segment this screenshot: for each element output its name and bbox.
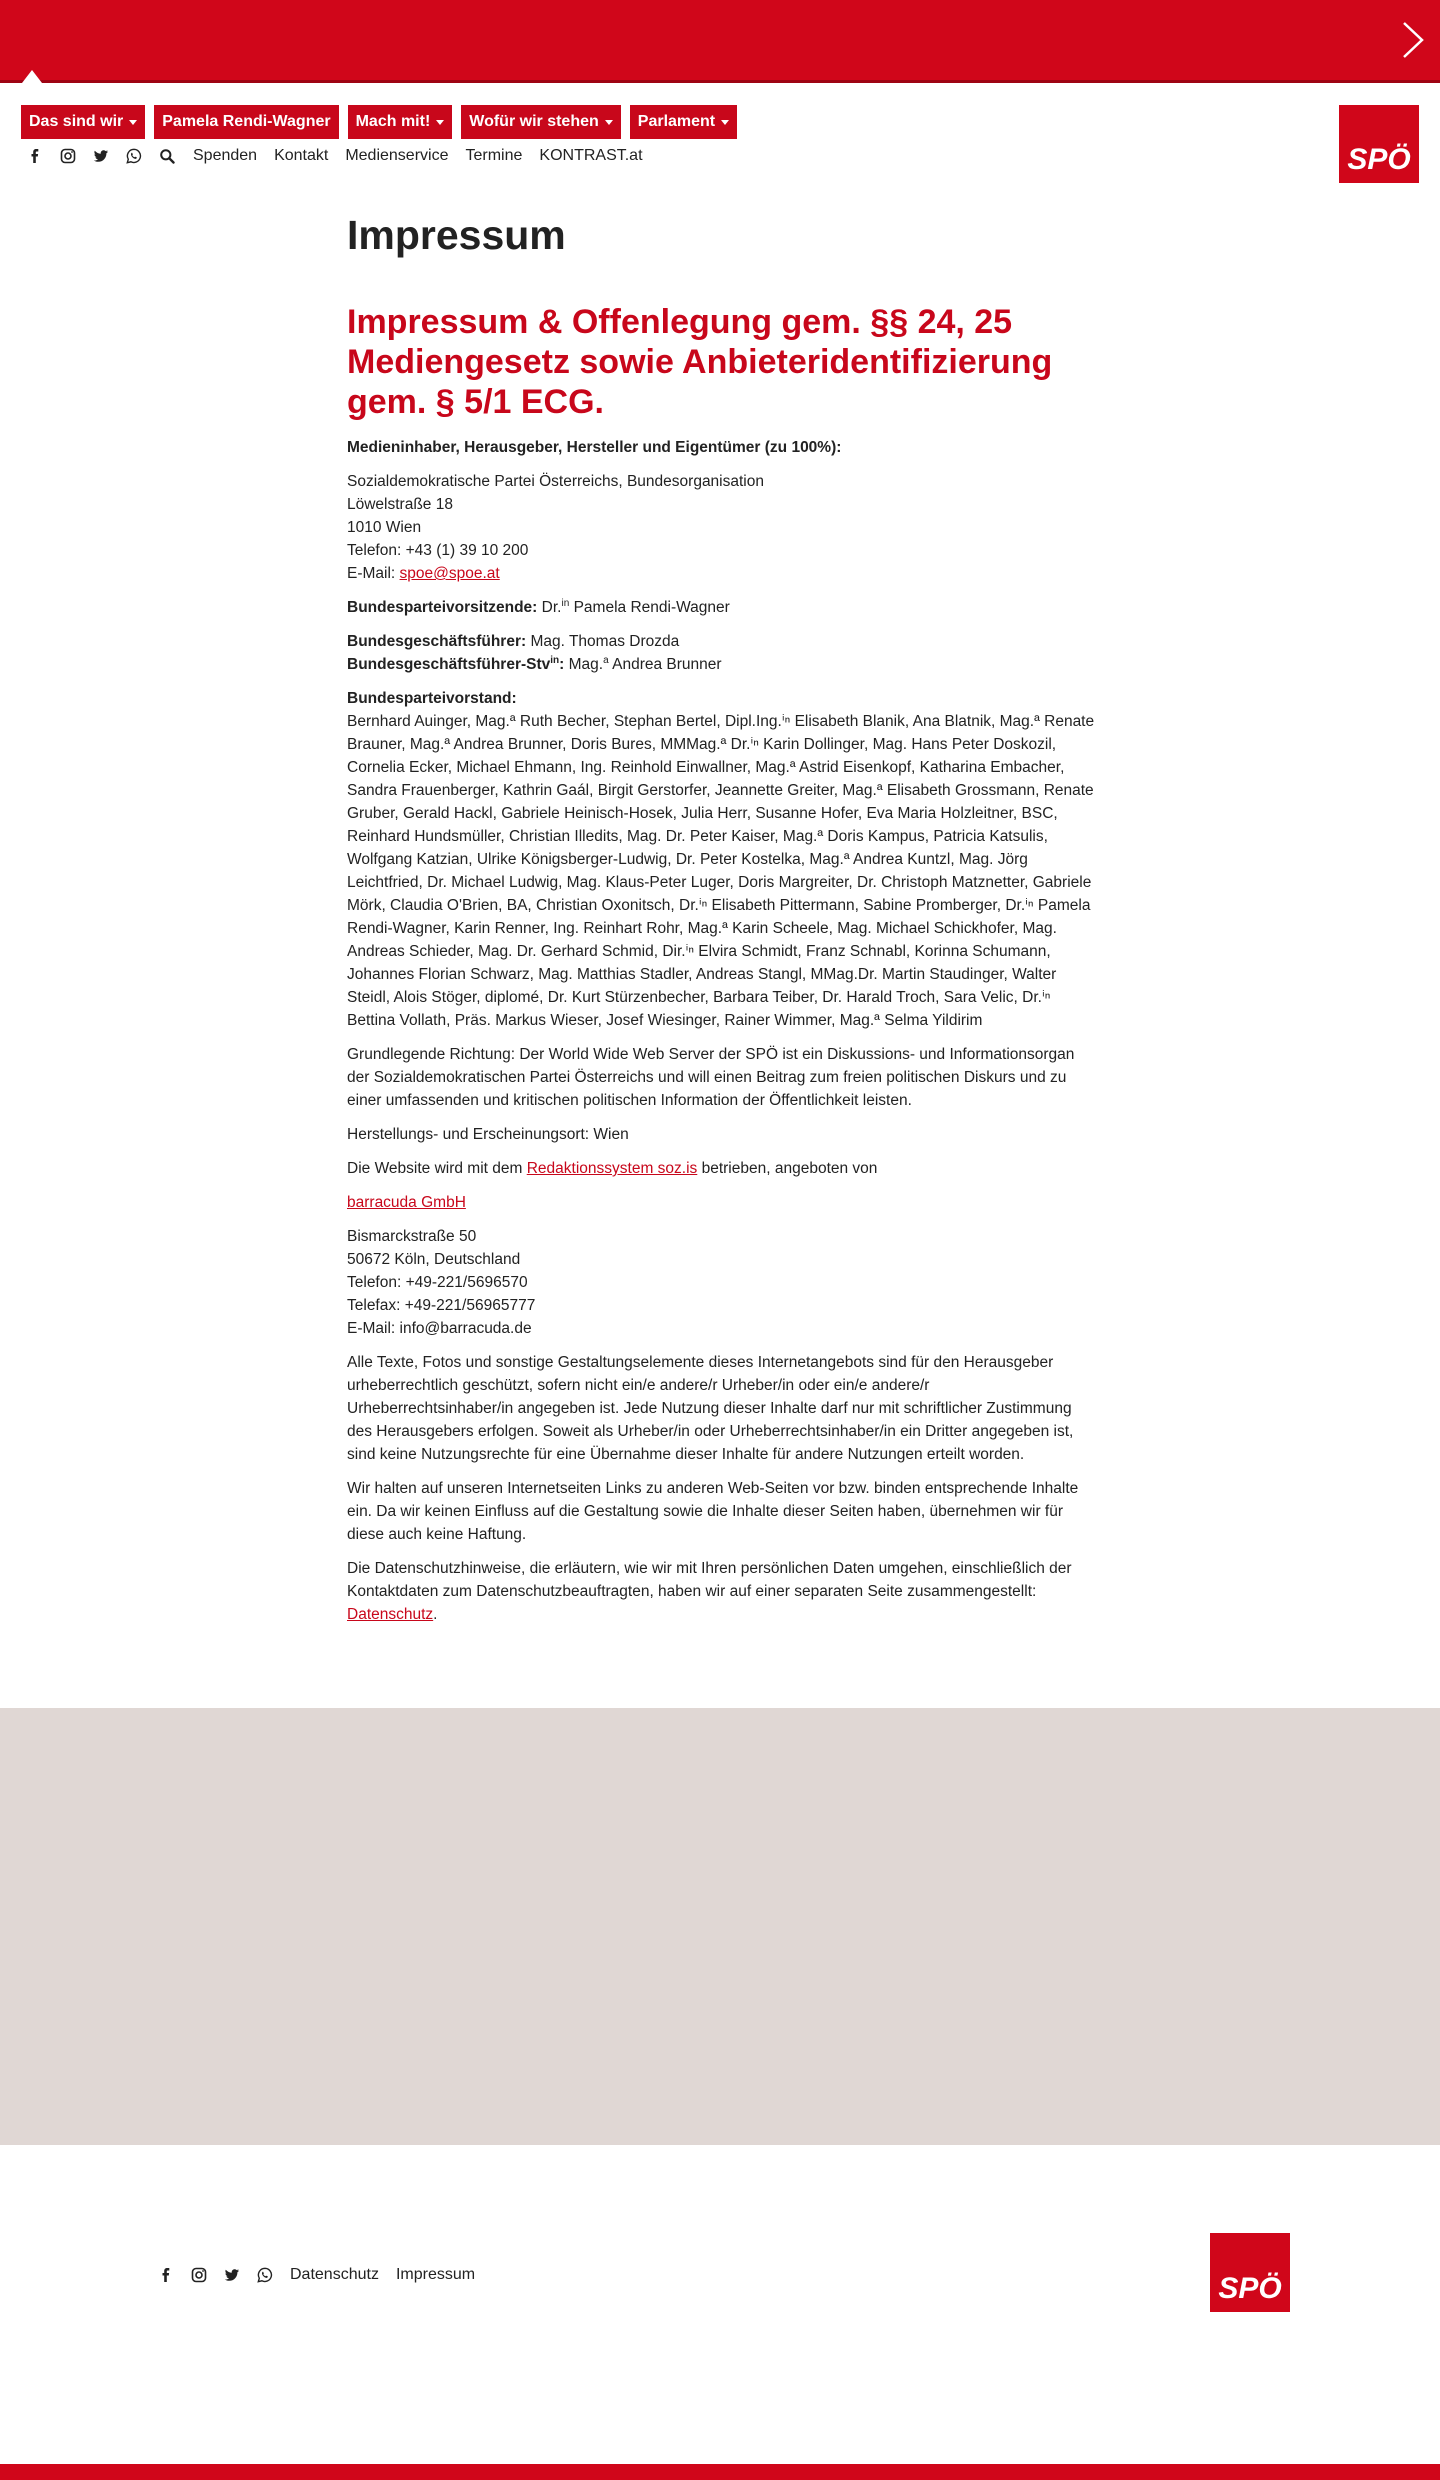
twitter-icon[interactable] [93,148,109,164]
nav-wofuer-wir-stehen[interactable]: Wofür wir stehen [461,105,621,139]
nav-mach-mit[interactable]: Mach mit! [348,105,453,139]
spoe-logo-footer[interactable]: SPÖ [1210,2233,1290,2312]
privacy-link[interactable]: Datenschutz [347,1606,434,1623]
main-content [347,210,1097,1637]
place-text: Herstellungs- und Erscheinungsort: Wien [347,1126,629,1143]
footer-link-impressum[interactable]: Impressum [395,2266,476,2283]
facebook-icon[interactable] [158,2267,174,2283]
top-banner [0,0,1440,83]
cms-line: Die Website wird mit dem Redaktionssystem soz.is betrieben, angeboten von [347,1160,878,1177]
direction-text: Grundlegende Richtung: Der World Wide Web Server der SPÖ ist ein Diskussions- und Informationsorgan der Sozialdemokratischen Partei Österreichs und will einen Beitrag zum freien politischen Diskurs und zu einer umfassenden und kritischen politischen Information der Öffentlichkeit leisten. [347,1046,1075,1109]
active-indicator-notch [22,70,42,83]
privacy-text: Die Datenschutzhinweise, die erläutern, wie wir mit Ihren persönlichen Daten umgehen, einschließlich der Kontaktdaten zum Datenschutzbeauftragten, haben wir auf einer separaten Seite zusammengestellt: Datenschutz. [347,1560,1072,1623]
provider-address: Bismarckstraße 50 50672 Köln, Deutschland Telefon: +49-221/5696570 Telefax: +49-221/56965777 E-Mail: info@barracuda.de [347,1228,536,1337]
footer-social [158,2265,475,2285]
link-kontrast[interactable]: KONTRAST.at [539,147,643,164]
section-title: Impressum & Offenlegung gem. §§ 24, 25 Mediengesetz sowie Anbieteridentifizierung gem. § 5/1 ECG. [347,303,1053,421]
board-block: Bundesparteivorstand: Bernhard Auinger, Mag.ª Ruth Becher, Stephan Bertel, Dipl.Ing.ⁱⁿ Elisabeth Blanik, Ana Blatnik, Mag.ª Renate Brauner, Mag.ª Andrea Brunner, Doris Bures, MMMag.ª Dr.ⁱⁿ Karin Dollinger, Mag. Hans Peter Doskozil, Cornelia Ecker, Michael Ehmann, Ing. Reinhold Einwallner, Mag.ª Astrid Eisenkopf, Katharina Embacher, Sandra Frauenberger, Kathrin Gaál, Birgit Gerstorfer, Jeannette Greiter, Mag.ª Elisabeth Grossmann, Renate Gruber, Gerald Hackl, Gabriele Heinisch-Hosek, Julia Herr, Susanne Hofer, Eva Maria Holzleitner, BSC, Reinhard Hundsmüller, Christian Illedits, Mag. Dr. Peter Kaiser, Mag.ª Doris Kampus, Patricia Katsulis, Wolfgang Katzian, Ulrike Königsberger-Ludwig, Dr. Peter Kostelka, Mag.ª Andrea Kuntzl, Mag. Jörg Leichtfried, Dr. Michael Ludwig, Mag. Klaus-Peter Luger, Doris Margreiter, Dr. Christoph Matznetter, Gabriele Mörk, Claudia O'Brien, BA, Christian Oxonitsch, Dr.ⁱⁿ Elisabeth Pittermann, Sabine Promberger, Dr.ⁱⁿ Pamela Rendi-Wagner, Karin Renner, Ing. Reinhart Rohr, Mag.ª Karin Scheele, Mag. Michael Schickhofer, Mag. Andreas Schieder, Mag. Dr. Gerhard Schmid, Dir.ⁱⁿ Elvira Schmidt, Franz Schnabl, Korinna Schumann, Johannes Florian Schwarz, Mag. Matthias Stadler, Andreas Stangl, MMag.Dr. Martin Staudinger, Walter Steidl, Alois Stöger, diplomé, Dr. Kurt Stürzenbecher, Barbara Teiber, Dr. Harald Troch, Sara Velic, Dr.ⁱⁿ Bettina Vollath, Präs. Markus Wieser, Josef Wiesinger, Rainer Wimmer, Mag.ª Selma Yildirim [347,690,1095,1029]
chevron-right-icon[interactable] [1398,20,1426,60]
links-disclaimer: Wir halten auf unseren Internetseiten Links zu anderen Web-Seiten vor bzw. binden entsprechende Inhalte ein. Da wir keinen Einfluss auf die Gestaltung sowie die Inhalte dieser Seiten haben, übernehmen wir für diese auch keine Haftung. [347,1480,1079,1543]
nav-parlament[interactable]: Parlament [630,105,737,139]
board-members: Bernhard Auinger, Mag.ª Ruth Becher, Stephan Bertel, Dipl.Ing.ⁱⁿ Elisabeth Blanik, Ana Blatnik, Mag.ª Renate Brauner, Mag.ª Andrea Brunner, Doris Bures, MMMag.ª Dr.ⁱⁿ Karin Dollinger, Mag. Hans Peter Doskozil, Cornelia Ecker, Michael Ehmann, Ing. Reinhold Einwallner, Mag.ª Astrid Eisenkopf, Katharina Embacher, Sandra Frauenberger, Kathrin Gaál, Birgit Gerstorfer, Jeannette Greiter, Mag.ª Elisabeth Grossmann, Renate Gruber, Gerald Hackl, Gabriele Heinisch-Hosek, Julia Herr, Susanne Hofer, Eva Maria Holzleitner, BSC, Reinhard Hundsmüller, Christian Illedits, Mag. Dr. Peter Kaiser, Mag.ª Doris Kampus, Patricia Katsulis, Wolfgang Katzian, Ulrike Königsberger-Ludwig, Dr. Peter Kostelka, Mag.ª Andrea Kuntzl, Mag. Jörg Leichtfried, Dr. Michael Ludwig, Mag. Klaus-Peter Luger, Doris Margreiter, Dr. Christoph Matznetter, Gabriele Mörk, Claudia O'Brien, BA, Christian Oxonitsch, Dr.ⁱⁿ Elisabeth Pittermann, Sabine Promberger, Dr.ⁱⁿ Pamela Rendi-Wagner, Karin Renner, Ing. Reinhart Rohr, Mag.ª Karin Scheele, Mag. Michael Schickhofer, Mag. Andreas Schieder, Mag. Dr. Gerhard Schmid, Dir.ⁱⁿ Elvira Schmidt, Franz Schnabl, Korinna Schumann, Johannes Florian Schwarz, Mag. Matthias Stadler, Andreas Stangl, MMag.Dr. Martin Staudinger, Walter Steidl, Alois Stöger, diplomé, Dr. Kurt Stürzenbecher, Barbara Teiber, Dr. Harald Troch, Sara Velic, Dr.ⁱⁿ Bettina Vollath, Präs. Markus Wieser, Josef Wiesinger, Rainer Wimmer, Mag.ª Selma Yildirim [347,713,1095,1029]
cms-link[interactable]: Redaktionssystem soz.is [526,1160,698,1177]
caret-down-icon [436,120,444,125]
link-termine[interactable]: Termine [465,147,523,164]
provider-link[interactable]: barracuda GmbH [347,1194,466,1211]
nav-pamela-rendi-wagner[interactable]: Pamela Rendi-Wagner [154,105,338,139]
instagram-icon[interactable] [60,148,76,164]
caret-down-icon [605,120,613,125]
owner-heading: Medieninhaber, Herausgeber, Hersteller und Eigentümer (zu 100%): [347,439,842,456]
link-medienservice[interactable]: Medienservice [345,147,449,164]
address-block: Sozialdemokratische Partei Österreichs, Bundesorganisation Löwelstraße 18 1010 Wien Telefon: +43 (1) 39 10 200 E-Mail: spoe@spoe.at [347,473,764,582]
caret-down-icon [721,120,729,125]
spoe-logo[interactable]: SPÖ [1339,105,1419,183]
nav-das-sind-wir[interactable]: Das sind wir [21,105,145,139]
footer-link-datenschutz[interactable]: Datenschutz [290,2266,379,2283]
gray-band [0,1708,1440,2145]
whatsapp-icon[interactable] [126,148,142,164]
bottom-bar [0,2464,1440,2480]
email-link[interactable]: spoe@spoe.at [399,565,500,582]
page-title: Impressum [347,212,566,258]
twitter-icon[interactable] [224,2267,240,2283]
search-icon[interactable] [159,148,175,164]
whatsapp-icon[interactable] [257,2267,273,2283]
caret-down-icon [129,120,137,125]
sub-navigation [27,145,643,167]
main-navigation [21,105,737,139]
manager-block: Bundesgeschäftsführer: Mag. Thomas Drozda Bundesgeschäftsführer-Stv$^{in}$: Mag.$^a$ Andrea Brunner [347,633,722,673]
link-kontakt[interactable]: Kontakt [274,147,329,164]
instagram-icon[interactable] [191,2267,207,2283]
copyright-text: Alle Texte, Fotos und sonstige Gestaltungselemente dieses Internetangebots sind für den Herausgeber urheberrechtlich geschützt, sofern nicht ein/e andere/r Urheber/in oder ein/e andere/r Urheberrechtsinhaber/in angegeben ist. Jede Nutzung dieser Inhalte darf nur mit schriftlicher Zustimmung des Herausgebers erfolgen. Soweit als Urheber/in oder Urheberrechtsinhaber/in ein Dritter angegeben ist, sind keine Nutzungsrechte für eine Übernahme dieser Inhalte für andere Nutzungen erteilt worden. [347,1354,1074,1463]
chair-line: Bundesparteivorsitzende: Dr.$^{in}$ Pamela Rendi-Wagner [347,597,730,616]
facebook-icon[interactable] [27,148,43,164]
link-spenden[interactable]: Spenden [193,147,258,164]
